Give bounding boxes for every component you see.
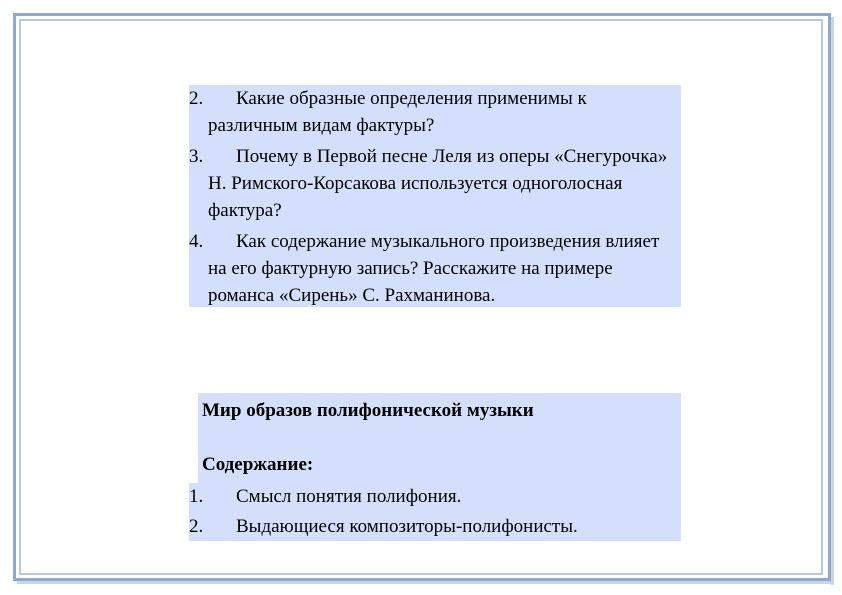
section-subtitle: Содержание: [202, 454, 314, 475]
questions-block [189, 85, 681, 307]
frame-shadow-bottom [17, 581, 834, 584]
content-item-number: 1. [189, 486, 204, 507]
question-item [189, 228, 681, 309]
question-number: 3. [189, 146, 204, 167]
content-list-item [189, 483, 681, 513]
section-title: Мир образов полифонической музыки [202, 400, 534, 421]
frame-shadow-right [831, 17, 834, 585]
content-item-number: 2. [189, 516, 204, 537]
content-block [189, 393, 681, 541]
content-item-text: Смысл понятия полифония. [236, 486, 462, 507]
question-text: Почему в Первой песне Леля из оперы «Снегурочка» Н. Римского-Корсакова используется одноголосная фактура? [208, 146, 668, 221]
question-number: 4. [189, 231, 204, 252]
question-text: Какие образные определения применимы к различным видам фактуры? [208, 88, 587, 136]
question-text: Как содержание музыкального произведения влияет на его фактурную запись? Расскажите на примере романса «Сирень» С. Рахманинова. [208, 231, 660, 306]
question-number: 2. [189, 88, 204, 109]
content-list-item [189, 513, 681, 541]
question-item [189, 85, 681, 139]
content-item-text: Выдающиеся композиторы-полифонисты. [236, 516, 578, 537]
question-item [189, 143, 681, 224]
